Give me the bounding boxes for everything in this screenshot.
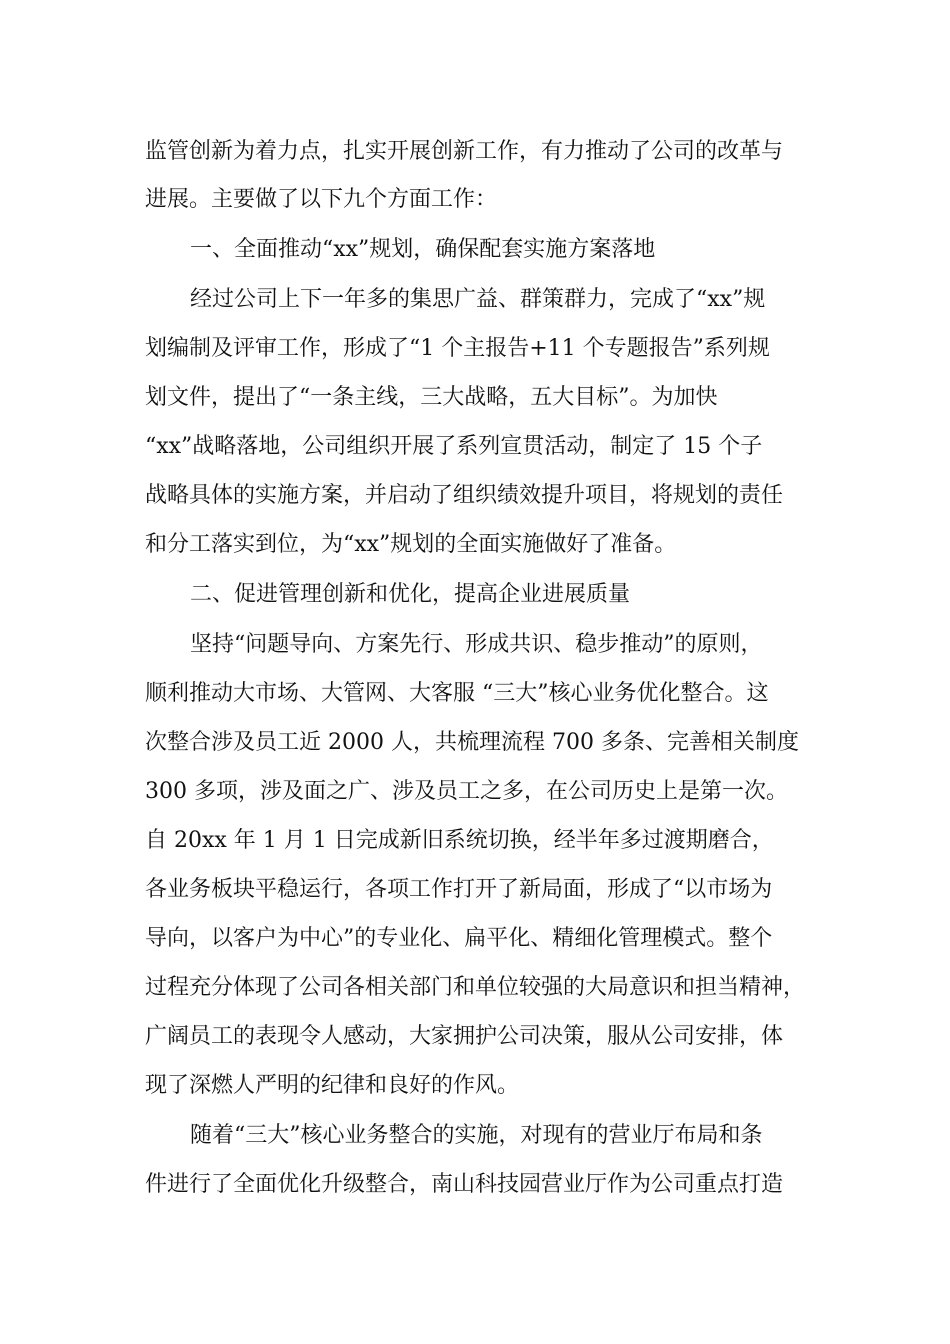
text-line: 经过公司上下一年多的集思广益、群策群力，完成了“xx”规 [190, 287, 766, 312]
text-line: 坚持“问题导向、方案先行、形成共识、稳步推动”的原则， [190, 632, 763, 657]
text-line: 战略具体的实施方案，并启动了组织绩效提升项目，将规划的责任 [145, 483, 784, 508]
text-line: 监管创新为着力点，扎实开展创新工作，有力推动了公司的改革与 [145, 139, 784, 164]
text-line: 自 20xx 年 1 月 1 日完成新旧系统切换，经半年多过渡期磨合， [145, 828, 774, 853]
section-heading: 二、促进管理创新和优化，提高企业进展质量 [190, 582, 631, 607]
text-line: 过程充分体现了公司各相关部门和单位较强的大局意识和担当精神， [145, 975, 806, 1000]
text-line: 进展。主要做了以下九个方面工作： [145, 187, 498, 212]
text-line: 随着“三大”核心业务整合的实施，对现有的营业厅布局和条 [190, 1123, 763, 1148]
text-line: 各业务板块平稳运行，各项工作打开了新局面，形成了“以市场为 [145, 877, 773, 902]
text-line: 顺利推动大市场、大管网、大客服 “三大”核心业务优化整合。这 [145, 681, 769, 706]
text-line: 和分工落实到位，为“xx”规划的全面实施做好了准备。 [145, 532, 677, 557]
text-line: 导向，以客户为中心”的专业化、扁平化、精细化管理模式。整个 [145, 926, 773, 951]
text-line: 广阔员工的表现令人感动，大家拥护公司决策，服从公司安排，体 [145, 1024, 784, 1049]
section-heading: 一、全面推动“xx”规划，确保配套实施方案落地 [190, 237, 656, 262]
text-line: “xx”战略落地，公司组织开展了系列宣贯活动，制定了 15 个子 [145, 434, 763, 459]
text-line: 划文件，提出了“一条主线，三大战略，五大目标”。为加快 [145, 385, 718, 410]
text-line: 现了深燃人严明的纪律和良好的作风。 [145, 1073, 520, 1098]
text-line: 次整合涉及员工近 2000 人，共梳理流程 700 多条、完善相关制度 [145, 730, 799, 755]
text-line: 件进行了全面优化升级整合，南山科技园营业厅作为公司重点打造 [145, 1172, 784, 1197]
text-line: 划编制及评审工作，形成了“1 个主报告+11 个专题报告”系列规 [145, 336, 770, 361]
text-line: 300 多项，涉及面之广、涉及员工之多，在公司历史上是第一次。 [145, 779, 788, 804]
